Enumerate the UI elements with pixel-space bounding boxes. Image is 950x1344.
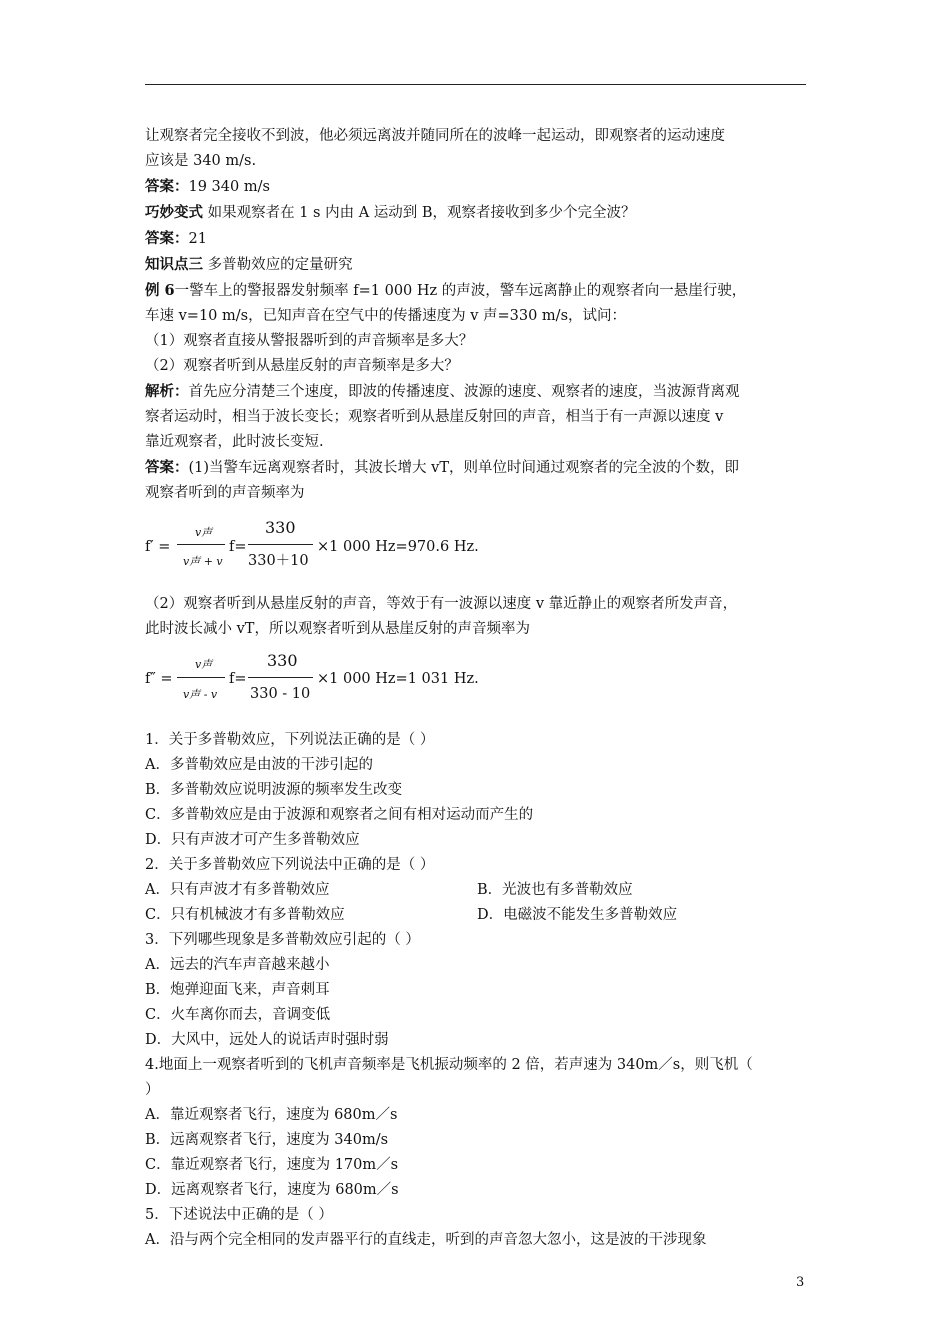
- variant-text: 如果观察者在 1 s 内由 A 运动到 B，观察者接收到多少个完全波？: [203, 205, 636, 221]
- answer-label: 答案：: [145, 178, 189, 195]
- analysis-label: 解析：: [145, 383, 189, 400]
- formula-numerator: 330: [267, 651, 298, 670]
- kp-text: 多普勒效应的定量研究: [203, 257, 353, 273]
- option: D．大风中，远处人的说话声时强时弱: [145, 1032, 389, 1048]
- option: C．只有机械波才有多普勒效应: [145, 907, 345, 923]
- formula-lhs: f″ =: [145, 671, 173, 687]
- answer-text: 21: [188, 231, 207, 247]
- formula-lhs: f′ =: [145, 539, 171, 555]
- formula-mid: f=: [229, 671, 247, 687]
- option: A．远去的汽车声音越来越小: [145, 957, 330, 973]
- page-content: [145, 124, 807, 1253]
- fraction-bar: [248, 677, 313, 678]
- example-label: 例 6: [145, 282, 175, 299]
- variant-label: 巧妙变式: [145, 204, 203, 221]
- text-line: 车速 v=10 m/s，已知声音在空气中的传播速度为 v 声=330 m/s，试问：: [145, 308, 627, 324]
- answer-line: [145, 174, 807, 200]
- option: B．远离观察者飞行，速度为 340m/s: [145, 1132, 389, 1148]
- text-line: 应该是 340 m/s.: [145, 153, 257, 169]
- text-line: 察者运动时，相当于波长变长；观察者听到从悬崖反射回的声音，相当于有一声源以速度 v: [145, 409, 724, 425]
- formula-result: ×1 000 Hz=970.6 Hz.: [317, 539, 479, 555]
- text-line: 此时波长减小 vT，所以观察者听到从悬崖反射的声音频率为: [145, 621, 530, 637]
- text-line: 观察者听到的声音频率为: [145, 485, 305, 501]
- text-line: （1）观察者直接从警报器听到的声音频率是多大？: [145, 333, 474, 349]
- answer-line: [145, 455, 807, 481]
- option: B．光波也有多普勒效应: [477, 882, 633, 898]
- question-stem: ）: [145, 1082, 160, 1098]
- option: D．远离观察者飞行，速度为 680m／s: [145, 1182, 399, 1198]
- answer-label: 答案：: [145, 459, 189, 476]
- answer-text: 19 340 m/s: [188, 179, 270, 195]
- option: D．电磁波不能发生多普勒效应: [477, 907, 678, 923]
- example-line: [145, 278, 807, 304]
- option: B．多普勒效应说明波源的频率发生改变: [145, 782, 403, 798]
- fraction-bar: [177, 677, 225, 678]
- page-number: 3: [796, 1275, 805, 1290]
- option: A．多普勒效应是由波的干涉引起的: [145, 757, 373, 773]
- text-line: （2）观察者听到从悬崖反射的声音，等效于有一波源以速度 v 靠近静止的观察者所发声音，: [145, 596, 738, 612]
- formula-denominator: v声 + v: [183, 555, 223, 568]
- variant-line: [145, 200, 807, 226]
- formula-1: [145, 518, 807, 580]
- formula-denominator: 330＋10: [248, 553, 309, 569]
- option: C．靠近观察者飞行，速度为 170m／s: [145, 1157, 399, 1173]
- answer-line: [145, 226, 807, 252]
- text-line: （2）观察者听到从悬崖反射的声音频率是多大？: [145, 358, 459, 374]
- knowledge-point-heading: [145, 252, 807, 278]
- option-row: [145, 878, 807, 903]
- option: A．靠近观察者飞行，速度为 680m／s: [145, 1107, 398, 1123]
- question-stem: 5．下述说法中正确的是（ ）: [145, 1207, 333, 1223]
- fraction-bar: [248, 544, 313, 545]
- answer-text: (1)当警车远离观察者时，其波长增大 vT，则单位时间通过观察者的完全波的个数，即: [188, 460, 740, 476]
- option: A．只有声波才有多普勒效应: [145, 882, 330, 898]
- formula-numerator: v声: [195, 658, 213, 671]
- header-rule: [145, 84, 806, 85]
- fraction-bar: [177, 544, 225, 545]
- option: B．炮弹迎面飞来，声音刺耳: [145, 982, 330, 998]
- question-stem: 4.地面上一观察者听到的飞机声音频率是飞机振动频率的 2 倍，若声速为 340m／s，则飞机（: [145, 1057, 753, 1073]
- answer-label: 答案：: [145, 230, 189, 247]
- option: D．只有声波才可产生多普勒效应: [145, 832, 360, 848]
- option-row: [145, 903, 807, 928]
- formula-2: [145, 651, 807, 716]
- formula-numerator: v声: [195, 526, 213, 539]
- analysis-line: [145, 379, 807, 405]
- question-stem: 2．关于多普勒效应下列说法中正确的是（ ）: [145, 857, 435, 873]
- formula-numerator: 330: [265, 518, 296, 537]
- formula-denominator: 330 - 10: [250, 686, 311, 702]
- formula-mid: f=: [229, 539, 247, 555]
- text-line: 让观察者完全接收不到波，他必须远离波并随同所在的波峰一起运动，即观察者的运动速度: [145, 128, 725, 144]
- analysis-text: 首先应分清楚三个速度，即波的传播速度、波源的速度、观察者的速度，当波源背离观: [188, 384, 740, 400]
- option: C．多普勒效应是由于波源和观察者之间有相对运动而产生的: [145, 807, 534, 823]
- text-line: 靠近观察者，此时波长变短.: [145, 434, 324, 450]
- formula-result: ×1 000 Hz=1 031 Hz.: [317, 671, 479, 687]
- option: A．沿与两个完全相同的发声器平行的直线走，听到的声音忽大忽小，这是波的干涉现象: [145, 1232, 707, 1248]
- formula-denominator: v声 - v: [183, 688, 218, 701]
- question-stem: 3．下列哪些现象是多普勒效应引起的（ ）: [145, 932, 420, 948]
- option: C．火车离你而去，音调变低: [145, 1007, 331, 1023]
- kp-label: 知识点三: [145, 256, 203, 273]
- example-text: 一警车上的警报器发射频率 f=1 000 Hz 的声波，警车远离静止的观察者向一悬崖行驶，: [174, 283, 747, 299]
- question-stem: 1．关于多普勒效应，下列说法正确的是（ ）: [145, 732, 435, 748]
